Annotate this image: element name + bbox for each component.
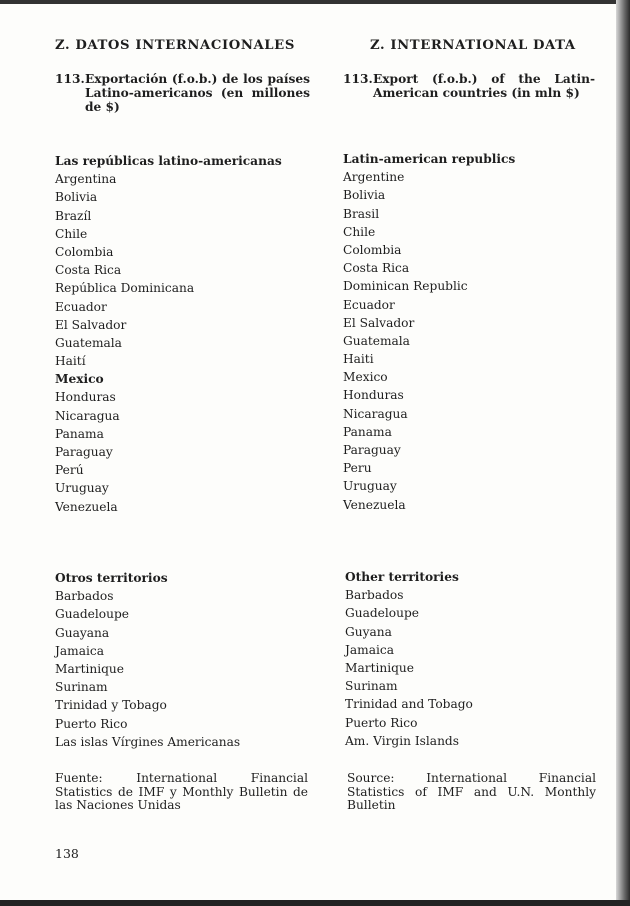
country-list-item: Guadeloupe bbox=[345, 606, 419, 621]
country-list-item: Ecuador bbox=[55, 299, 107, 314]
country-list-item: Guadeloupe bbox=[55, 607, 129, 622]
section2-es-heading: Otros territorios bbox=[55, 571, 168, 585]
country-list-item: Guatemala bbox=[55, 335, 122, 350]
country-list-item: Peru bbox=[343, 461, 372, 476]
table-title-text-es: Exportación (f.o.b.) de los países Latino-americanos (en millones de $) bbox=[85, 72, 310, 114]
country-list-item: Honduras bbox=[55, 390, 116, 405]
country-list-item: Haiti bbox=[343, 352, 374, 367]
source-note-es: Fuente: International Financial Statistics de IMF y Monthly Bulletin de las Naciones Unidas bbox=[55, 771, 308, 812]
country-list-item: Paraguay bbox=[55, 445, 113, 459]
table-number: 113. bbox=[343, 72, 373, 86]
scan-right-edge bbox=[616, 0, 630, 906]
country-list-item: Puerto Rico bbox=[55, 716, 128, 731]
scan-top-edge bbox=[0, 0, 630, 4]
page-number: 138 bbox=[55, 846, 79, 861]
country-list-item: Martinique bbox=[345, 660, 414, 675]
country-list-item: Puerto Rico bbox=[345, 715, 418, 730]
scan-bottom-edge bbox=[0, 900, 630, 906]
country-list-item: Guyana bbox=[345, 624, 392, 639]
country-list-item: Guayana bbox=[55, 625, 110, 640]
country-list-item: Haití bbox=[55, 354, 86, 369]
country-list-item: Costa Rica bbox=[55, 263, 122, 278]
country-list-item: Am. Virgin Islands bbox=[345, 733, 459, 748]
country-list-item: Barbados bbox=[55, 589, 114, 604]
country-list-item: Perú bbox=[55, 463, 84, 478]
country-list-item: Bolivia bbox=[55, 190, 98, 205]
country-list-item: Barbados bbox=[345, 588, 404, 603]
section2-en-list bbox=[345, 568, 473, 750]
country-list-item: Dominican Republic bbox=[343, 279, 468, 294]
country-list-item: Ecuador bbox=[343, 297, 395, 312]
table-title-text-en: Export (f.o.b.) of the Latin-American countries (in mln $) bbox=[373, 72, 595, 100]
country-list-item: Mexico bbox=[55, 372, 104, 387]
country-list-item: Jamaica bbox=[345, 642, 394, 657]
country-list-item: Trinidad y Tobago bbox=[55, 698, 167, 713]
country-list-item: Uruguay bbox=[55, 481, 109, 496]
section2-es-list bbox=[55, 569, 240, 751]
table-title-en bbox=[343, 72, 595, 100]
country-list-item: Colombia bbox=[55, 244, 114, 259]
country-list-item: El Salvador bbox=[55, 317, 127, 332]
country-list-item: Chile bbox=[343, 224, 376, 239]
section1-es-heading: Las repúblicas latino-americanas bbox=[55, 154, 282, 168]
country-list-item: Brazíl bbox=[55, 208, 92, 223]
country-list-item: Chile bbox=[55, 226, 88, 241]
country-list-item: Brasil bbox=[343, 206, 380, 221]
section1-en-list bbox=[343, 150, 515, 514]
country-list-item: Colombia bbox=[343, 242, 402, 257]
country-list-item: Martinique bbox=[55, 661, 124, 676]
section-header-en: Z. INTERNATIONAL DATA bbox=[370, 38, 576, 53]
country-list-item: Surinam bbox=[55, 680, 108, 695]
country-list-item: Argentina bbox=[55, 172, 117, 187]
section2-en-heading: Other territories bbox=[345, 570, 459, 584]
country-list-item: Argentine bbox=[343, 170, 405, 185]
section1-en-heading: Latin-american republics bbox=[343, 152, 516, 166]
country-list-item: Paraguay bbox=[343, 443, 401, 457]
country-list-item: Mexico bbox=[343, 370, 388, 385]
section-header-es: Z. DATOS INTERNACIONALES bbox=[55, 38, 295, 53]
country-list-item: Panama bbox=[55, 426, 104, 441]
country-list-item: Guatemala bbox=[343, 333, 410, 348]
source-note-en: Source: International Financial Statistics of IMF and U.N. Monthly Bulletin bbox=[347, 771, 596, 812]
country-list-item: Bolivia bbox=[343, 188, 386, 203]
section1-es-list bbox=[55, 152, 282, 516]
country-list-item: Nicaragua bbox=[343, 406, 408, 421]
table-title-es bbox=[55, 72, 310, 114]
table-number: 113. bbox=[55, 72, 85, 86]
country-list-item: Venezuela bbox=[55, 499, 118, 514]
country-list-item: República Dominicana bbox=[55, 281, 195, 296]
country-list-item: Nicaragua bbox=[55, 408, 120, 423]
country-list-item: Panama bbox=[343, 424, 392, 439]
country-list-item: Surinam bbox=[345, 679, 398, 694]
country-list-item: Honduras bbox=[343, 388, 404, 403]
country-list-item: Uruguay bbox=[343, 479, 397, 494]
country-list-item: Jamaica bbox=[55, 643, 104, 658]
country-list-item: Las islas Vírgines Americanas bbox=[55, 734, 241, 749]
country-list-item: Venezuela bbox=[343, 497, 406, 512]
country-list-item: El Salvador bbox=[343, 315, 415, 330]
country-list-item: Costa Rica bbox=[343, 261, 410, 276]
country-list-item: Trinidad and Tobago bbox=[345, 697, 473, 712]
